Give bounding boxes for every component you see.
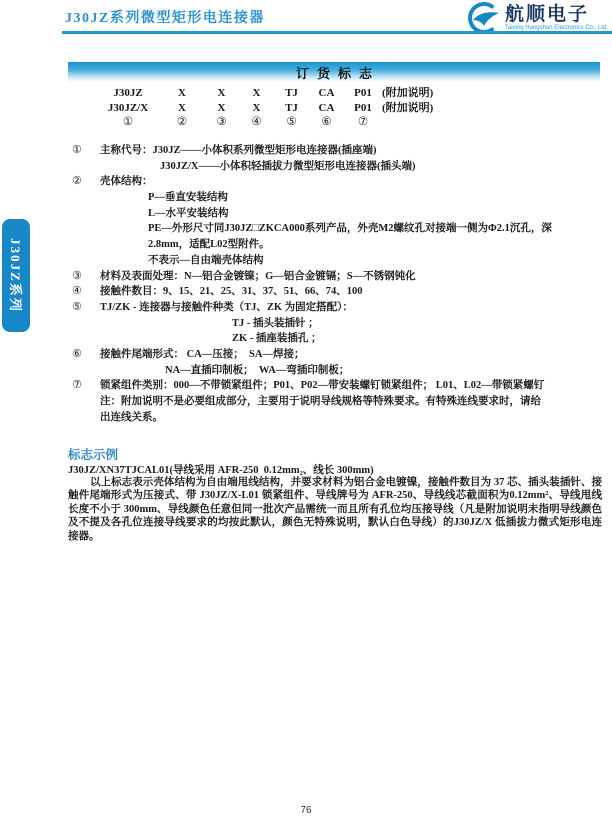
spec-note-line: 出连线关系。: [100, 411, 163, 423]
page-number: 76: [300, 805, 312, 816]
order-code-table: [96, 86, 596, 130]
order-index-cell: ③: [216, 116, 227, 128]
order-cell: (附加说明): [382, 101, 434, 114]
item-number: ⑤: [72, 300, 82, 313]
example-code-line: J30JZ/XN37TJCAL01(导线采用 AFR-250 0.12mm₂、线长 300mm): [68, 465, 374, 476]
item-number: ⑥: [72, 347, 82, 360]
order-cell: J30JZ/X: [107, 101, 149, 114]
spec-line: ① 主称代号：J30JZ——小体积系列微型矩形电连接器(插座端): [68, 143, 608, 159]
order-cell: CA: [318, 101, 335, 114]
example-heading: 标志示例: [68, 448, 119, 462]
order-index-cell: ①: [122, 116, 134, 128]
logo-text-block: [505, 5, 608, 31]
spec-line: 不表示—自由端壳体结构: [148, 254, 264, 266]
header-divider: [62, 31, 612, 34]
order-code-row: [96, 101, 596, 116]
order-cell: X: [252, 87, 261, 99]
item-number: ⑦: [72, 379, 82, 392]
spec-line: ⑦ 锁紧组件类别：000—不带锁紧组件；P01、P02—带安装螺钉锁紧组件； L01、L02—带锁紧螺钉: [68, 378, 608, 394]
order-cell: P01: [354, 101, 372, 114]
spec-line: ⑥ 接触件尾端形式： CA—压接； SA—焊接；: [68, 347, 608, 363]
item-number: ②: [72, 175, 82, 188]
order-cell: CA: [318, 87, 335, 99]
series-side-tab-label: J30JZ系列: [7, 238, 23, 313]
page-footer: [0, 805, 612, 816]
item-number: ④: [72, 285, 82, 298]
spec-line: ZK - 插座装插孔 ；: [232, 333, 322, 345]
order-code-row: [96, 86, 596, 101]
order-index-cell: ②: [176, 116, 188, 128]
order-index-cell: ④: [251, 116, 262, 128]
spec-list: [68, 143, 608, 425]
order-index-cell: ⑥: [321, 116, 332, 128]
logo-swoosh-icon: [466, 2, 502, 34]
order-index-cell: ⑤: [286, 116, 297, 128]
order-cell: (附加说明): [382, 87, 434, 99]
spec-line: TJ - 插头装插针 ；: [232, 317, 319, 329]
order-cell: X: [217, 87, 226, 99]
spec-line: NA—直插印制板； WA—弯插印制板；: [165, 364, 350, 376]
company-tagline: Taixing Hangshun Electronics Co., Ltd.: [504, 25, 608, 31]
order-index-cell: ⑦: [357, 116, 369, 128]
order-cell: TJ: [285, 101, 298, 114]
order-cell: X: [178, 101, 186, 114]
company-name: 航顺电子: [504, 4, 589, 25]
item-number: ③: [72, 269, 82, 282]
order-section-title: 订货标志: [295, 65, 380, 81]
series-side-tab: [2, 219, 30, 332]
spec-line: ② 壳体结构：: [68, 174, 608, 190]
spec-line: ④ 接触件数目：9、15、21、25、31、37、51、66、74、100: [68, 284, 608, 300]
page-title: J30JZ系列微型矩形电连接器: [65, 11, 265, 26]
item-number: ①: [72, 144, 82, 156]
example-paragraph: 以上标志表示壳体结构为自由端甩线结构，并要求材料为铝合金电镀镍，接触件数目为 37 芯、插头装插针、接触件尾端形式为压接式、带 J30JZ/X-L01 锁紧组件、导线牌号为 AFR-250、导线线芯截面积为0.12mm²、导线甩线长度不小于 300mm、导线颜色任意但同一批次产品需统一而且所有孔位均压接导线（凡是附加说明未指明导线颜色及不提及各孔位连接导线要求的均按此默认，颜色无特殊说明，默认白色导线）的J30JZ/X 低插拔力微式矩形电连接器。: [68, 477, 602, 542]
order-cell: TJ: [285, 87, 298, 99]
spec-line: J30JZ/X——小体积轻插拔力微型矩形电连接器(插头端): [160, 160, 416, 172]
order-section-title-bar: [68, 62, 600, 82]
order-cell: X: [252, 101, 261, 114]
order-index-row: [96, 115, 596, 130]
spec-note-line: 注：附加说明不是必要组成部分，主要用于说明导线规格等特殊要求。有特殊连线要求时，请给: [100, 396, 541, 407]
order-cell: X: [217, 101, 226, 114]
order-cell: X: [178, 87, 186, 99]
spec-line: 2.8mm，适配L02型附件。: [148, 239, 270, 251]
spec-line: ③ 材料及表面处理：N—铝合金镀镍；G—铝合金镀镉；S—不锈钢钝化: [68, 269, 608, 285]
order-index-cell: [382, 115, 522, 130]
spec-line: ⑤ TJ/ZK - 连接器与接触件种类（TJ、ZK 为固定搭配）：: [68, 300, 608, 316]
spec-line: PE—外形尺寸同J30JZ□ZKCA000系列产品，外壳M2螺纹孔对接端一侧为Φ2.1沉孔，深: [148, 223, 552, 235]
spec-line: P—垂直安装结构: [148, 192, 228, 204]
order-cell: J30JZ: [113, 87, 143, 99]
order-cell: P01: [354, 87, 372, 99]
company-logo: [466, 2, 608, 34]
spec-line: L—水平安装结构: [148, 207, 229, 219]
